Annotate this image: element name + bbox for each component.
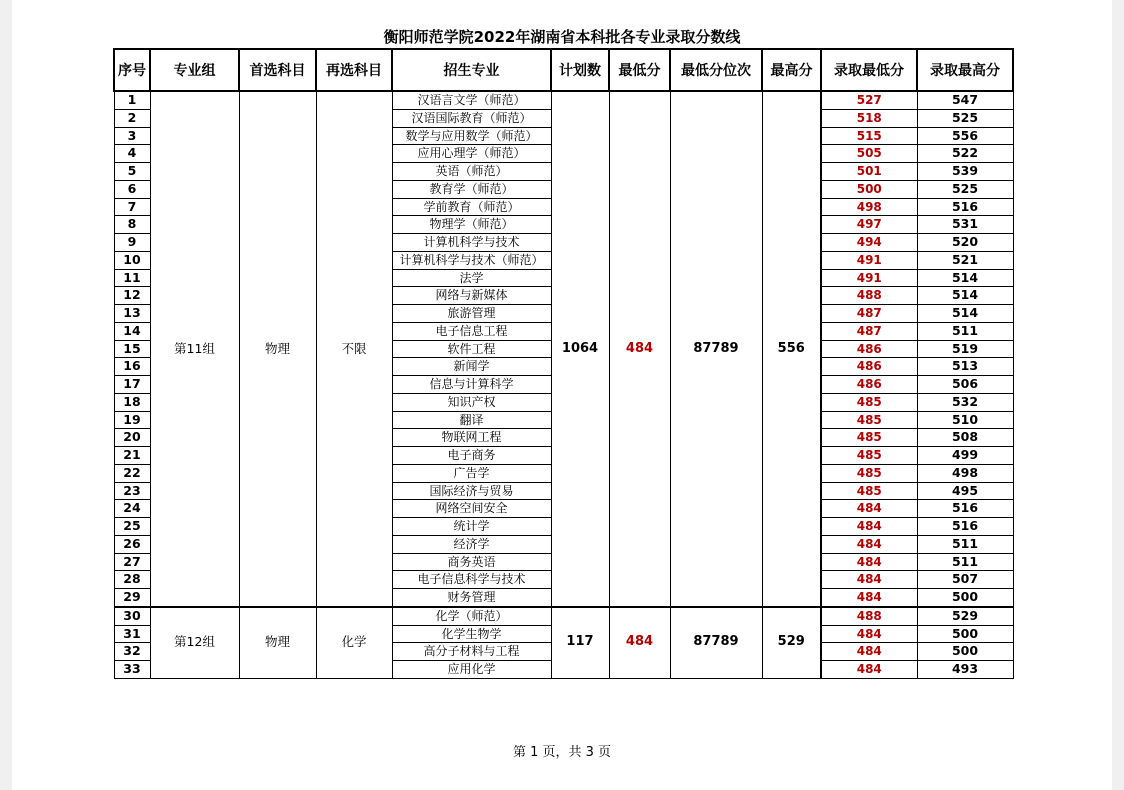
admission-min-score-cell: 485 [821, 482, 917, 500]
header-row [114, 49, 1013, 91]
plan-count-cell: 117 [551, 607, 609, 679]
group-max-score-cell: 529 [762, 607, 821, 679]
admission-min-score-cell: 515 [821, 127, 917, 145]
major-name-cell: 物理学（师范） [392, 216, 551, 234]
row-number-cell: 20 [114, 429, 150, 447]
admission-max-score-cell: 511 [917, 322, 1013, 340]
table-row [114, 91, 1013, 109]
admission-max-score-cell: 510 [917, 411, 1013, 429]
row-number-cell: 17 [114, 376, 150, 394]
admission-max-score-cell: 547 [917, 91, 1013, 109]
table-row [114, 607, 1013, 625]
major-name-cell: 学前教育（师范） [392, 198, 551, 216]
admission-min-score-cell: 486 [821, 358, 917, 376]
row-number-cell: 3 [114, 127, 150, 145]
admission-max-score-cell: 516 [917, 198, 1013, 216]
major-name-cell: 电子信息科学与技术 [392, 571, 551, 589]
admission-max-score-cell: 521 [917, 251, 1013, 269]
admission-max-score-cell: 520 [917, 234, 1013, 252]
admission-max-score-cell: 507 [917, 571, 1013, 589]
major-name-cell: 化学生物学 [392, 625, 551, 643]
major-name-cell: 电子信息工程 [392, 322, 551, 340]
second-subject-cell: 化学 [316, 607, 392, 679]
admission-min-score-cell: 501 [821, 163, 917, 181]
column-header: 招生专业 [392, 49, 551, 91]
admission-min-score-cell: 487 [821, 305, 917, 323]
admission-max-score-cell: 514 [917, 287, 1013, 305]
admission-min-score-cell: 485 [821, 429, 917, 447]
row-number-cell: 9 [114, 234, 150, 252]
min-rank-cell: 87789 [670, 91, 762, 607]
admission-min-score-cell: 491 [821, 251, 917, 269]
row-number-cell: 2 [114, 109, 150, 127]
admission-min-score-cell: 484 [821, 589, 917, 607]
admission-min-score-cell: 518 [821, 109, 917, 127]
major-name-cell: 物联网工程 [392, 429, 551, 447]
admission-max-score-cell: 516 [917, 518, 1013, 536]
column-header: 录取最高分 [917, 49, 1013, 91]
column-header: 再选科目 [316, 49, 392, 91]
row-number-cell: 24 [114, 500, 150, 518]
major-name-cell: 法学 [392, 269, 551, 287]
major-name-cell: 网络与新媒体 [392, 287, 551, 305]
column-header: 最低分 [609, 49, 670, 91]
admission-min-score-cell: 485 [821, 411, 917, 429]
row-number-cell: 18 [114, 393, 150, 411]
admission-min-score-cell: 494 [821, 234, 917, 252]
row-number-cell: 5 [114, 163, 150, 181]
row-number-cell: 22 [114, 464, 150, 482]
major-name-cell: 旅游管理 [392, 305, 551, 323]
major-name-cell: 知识产权 [392, 393, 551, 411]
major-name-cell: 英语（师范） [392, 163, 551, 181]
admission-max-score-cell: 500 [917, 643, 1013, 661]
column-header: 最低分位次 [670, 49, 762, 91]
admission-max-score-cell: 519 [917, 340, 1013, 358]
page-footer: 第 1 页，共 3 页 [512, 745, 612, 760]
group-min-score-cell: 484 [609, 91, 670, 607]
admission-min-score-cell: 484 [821, 535, 917, 553]
row-number-cell: 8 [114, 216, 150, 234]
admission-min-score-cell: 500 [821, 180, 917, 198]
major-name-cell: 应用化学 [392, 661, 551, 679]
admission-max-score-cell: 508 [917, 429, 1013, 447]
admission-min-score-cell: 505 [821, 145, 917, 163]
major-name-cell: 网络空间安全 [392, 500, 551, 518]
admission-max-score-cell: 493 [917, 661, 1013, 679]
column-header: 计划数 [551, 49, 609, 91]
column-header: 录取最低分 [821, 49, 917, 91]
row-number-cell: 33 [114, 661, 150, 679]
admission-min-score-cell: 498 [821, 198, 917, 216]
major-name-cell: 财务管理 [392, 589, 551, 607]
major-name-cell: 应用心理学（师范） [392, 145, 551, 163]
row-number-cell: 13 [114, 305, 150, 323]
first-subject-cell: 物理 [239, 91, 316, 607]
admission-max-score-cell: 506 [917, 376, 1013, 394]
admission-min-score-cell: 491 [821, 269, 917, 287]
major-name-cell: 商务英语 [392, 553, 551, 571]
admission-min-score-cell: 487 [821, 322, 917, 340]
major-group-cell: 第11组 [150, 91, 239, 607]
admission-min-score-cell: 484 [821, 518, 917, 536]
row-number-cell: 11 [114, 269, 150, 287]
major-name-cell: 数学与应用数学（师范） [392, 127, 551, 145]
row-number-cell: 14 [114, 322, 150, 340]
major-name-cell: 统计学 [392, 518, 551, 536]
group-min-score-cell: 484 [609, 607, 670, 679]
row-number-cell: 19 [114, 411, 150, 429]
row-number-cell: 30 [114, 607, 150, 625]
major-name-cell: 翻译 [392, 411, 551, 429]
major-name-cell: 化学（师范） [392, 607, 551, 625]
admission-max-score-cell: 514 [917, 269, 1013, 287]
admission-min-score-cell: 484 [821, 571, 917, 589]
column-header: 首选科目 [239, 49, 316, 91]
major-name-cell: 电子商务 [392, 447, 551, 465]
admission-max-score-cell: 499 [917, 447, 1013, 465]
admission-min-score-cell: 488 [821, 607, 917, 625]
column-header: 序号 [114, 49, 150, 91]
major-name-cell: 软件工程 [392, 340, 551, 358]
admission-max-score-cell: 556 [917, 127, 1013, 145]
major-name-cell: 汉语国际教育（师范） [392, 109, 551, 127]
admission-score-table [113, 48, 1014, 679]
column-header: 专业组 [150, 49, 239, 91]
row-number-cell: 28 [114, 571, 150, 589]
admission-max-score-cell: 516 [917, 500, 1013, 518]
admission-min-score-cell: 484 [821, 661, 917, 679]
document-title: 衡阳师范学院2022年湖南省本科批各专业录取分数线 [383, 28, 741, 46]
admission-max-score-cell: 511 [917, 553, 1013, 571]
row-number-cell: 29 [114, 589, 150, 607]
row-number-cell: 27 [114, 553, 150, 571]
admission-max-score-cell: 500 [917, 625, 1013, 643]
major-name-cell: 新闻学 [392, 358, 551, 376]
plan-count-cell: 1064 [551, 91, 609, 607]
row-number-cell: 25 [114, 518, 150, 536]
row-number-cell: 12 [114, 287, 150, 305]
admission-max-score-cell: 522 [917, 145, 1013, 163]
row-number-cell: 15 [114, 340, 150, 358]
major-name-cell: 计算机科学与技术 [392, 234, 551, 252]
admission-max-score-cell: 498 [917, 464, 1013, 482]
admission-max-score-cell: 525 [917, 109, 1013, 127]
major-name-cell: 广告学 [392, 464, 551, 482]
min-rank-cell: 87789 [670, 607, 762, 679]
row-number-cell: 10 [114, 251, 150, 269]
admission-min-score-cell: 497 [821, 216, 917, 234]
major-name-cell: 经济学 [392, 535, 551, 553]
admission-min-score-cell: 484 [821, 643, 917, 661]
row-number-cell: 31 [114, 625, 150, 643]
admission-min-score-cell: 484 [821, 625, 917, 643]
row-number-cell: 6 [114, 180, 150, 198]
admission-min-score-cell: 486 [821, 340, 917, 358]
admission-min-score-cell: 486 [821, 376, 917, 394]
admission-max-score-cell: 514 [917, 305, 1013, 323]
admission-max-score-cell: 525 [917, 180, 1013, 198]
admission-min-score-cell: 488 [821, 287, 917, 305]
row-number-cell: 16 [114, 358, 150, 376]
admission-min-score-cell: 485 [821, 393, 917, 411]
admission-max-score-cell: 539 [917, 163, 1013, 181]
group-max-score-cell: 556 [762, 91, 821, 607]
admission-max-score-cell: 495 [917, 482, 1013, 500]
major-group-cell: 第12组 [150, 607, 239, 679]
second-subject-cell: 不限 [316, 91, 392, 607]
major-name-cell: 汉语言文学（师范） [392, 91, 551, 109]
row-number-cell: 21 [114, 447, 150, 465]
major-name-cell: 信息与计算科学 [392, 376, 551, 394]
row-number-cell: 23 [114, 482, 150, 500]
row-number-cell: 4 [114, 145, 150, 163]
major-name-cell: 国际经济与贸易 [392, 482, 551, 500]
column-header: 最高分 [762, 49, 821, 91]
admission-min-score-cell: 527 [821, 91, 917, 109]
admission-max-score-cell: 511 [917, 535, 1013, 553]
admission-max-score-cell: 529 [917, 607, 1013, 625]
admission-max-score-cell: 531 [917, 216, 1013, 234]
row-number-cell: 1 [114, 91, 150, 109]
admission-min-score-cell: 484 [821, 500, 917, 518]
major-name-cell: 教育学（师范） [392, 180, 551, 198]
row-number-cell: 32 [114, 643, 150, 661]
first-subject-cell: 物理 [239, 607, 316, 679]
major-name-cell: 高分子材料与工程 [392, 643, 551, 661]
admission-max-score-cell: 532 [917, 393, 1013, 411]
admission-min-score-cell: 485 [821, 447, 917, 465]
admission-min-score-cell: 485 [821, 464, 917, 482]
row-number-cell: 7 [114, 198, 150, 216]
major-name-cell: 计算机科学与技术（师范） [392, 251, 551, 269]
admission-max-score-cell: 500 [917, 589, 1013, 607]
row-number-cell: 26 [114, 535, 150, 553]
admission-max-score-cell: 513 [917, 358, 1013, 376]
admission-min-score-cell: 484 [821, 553, 917, 571]
table-body [114, 91, 1013, 678]
